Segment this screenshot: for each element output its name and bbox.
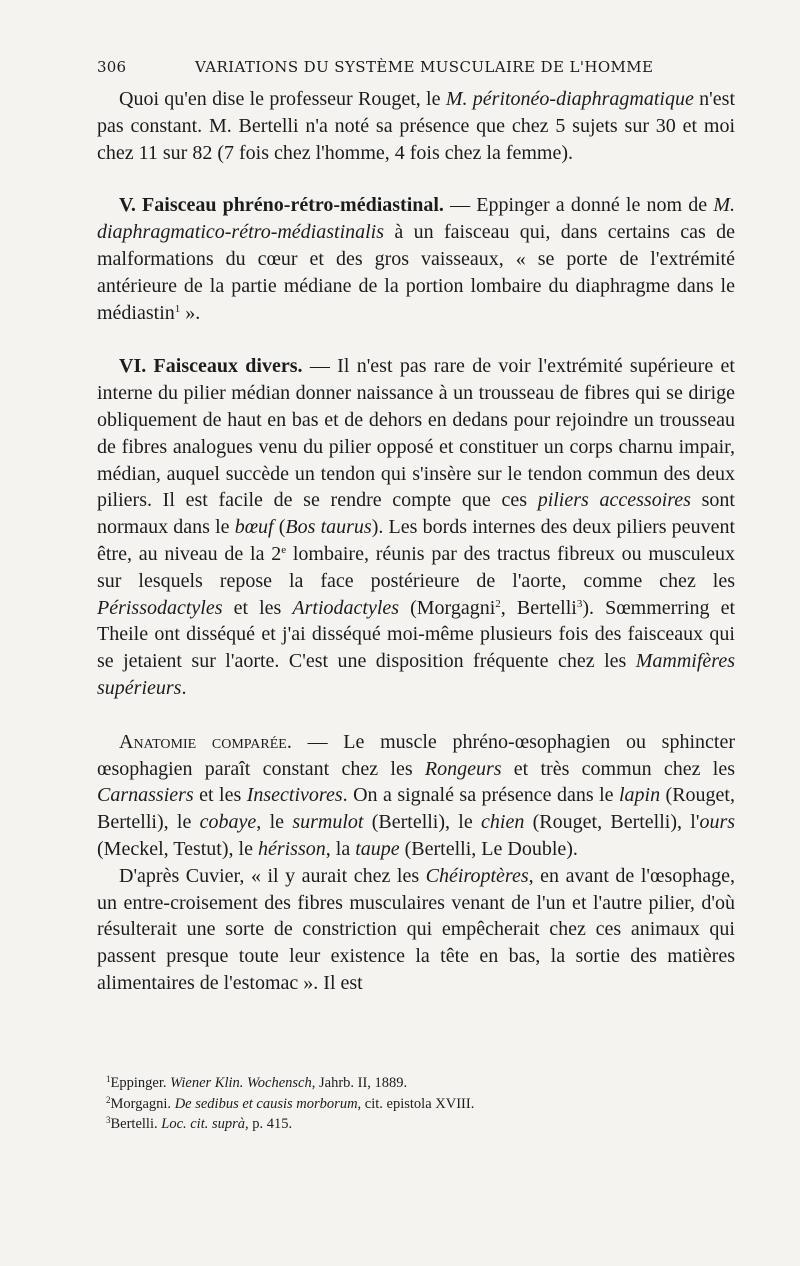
footnote-ref-1: 1: [174, 302, 181, 315]
section-v-heading: V. Faisceau phréno-rétro-médiastinal.: [119, 194, 444, 217]
running-head: [97, 58, 736, 80]
footnote: $^1$Eppinger. Wiener Klin. Wochensch, Jahrb. II, 1889.: [106, 1074, 408, 1091]
body-text: [97, 86, 735, 997]
running-title: VARIATIONS DU SYSTÈME MUSCULAIRE DE L'HOMME: [195, 58, 654, 76]
anatomie-comparee-heading: Anatomie comparée.: [119, 730, 292, 753]
footnote-ref-2: 2: [495, 597, 501, 610]
section-vi-heading: VI. Faisceaux divers.: [119, 355, 303, 378]
section-vi-paragraph: VI. Faisceaux divers. — Il n'est pas rare de voir l'extrémité supérieure et interne du pilier médian donner naissance à un trousseau de fibres qui se dirige obliquement de haut en bas et de dehors en dedans pour rejoindre un trousseau de fibres analogues venu du pilier opposé et constituer un corps charnu impair, médian, auquel succède un tendon qui s'insère sur le tendon commun des deux piliers. Il est facile de se rendre compte que ces piliers accessoires sont normaux dans le bœuf (Bos taurus). Les bords internes des deux piliers peuvent être, au niveau de la 2e lombaire, réunis par des tractus fibreux ou musculeux sur lesquels repose la face postérieure de l'aorte, comme chez les Périssodactyles et les Artiodactyles (Morgagni$^2$, Bertelli$^3$). Sœmmerring et Theile ont disséqué et j'ai disséqué moi-même plusieurs fois des faisceaux qui se jetaient sur l'aorte. C'est une disposition fréquente chez les Mammifères supérieurs.: [97, 355, 736, 699]
cuvier-paragraph: D'après Cuvier, « il y aurait chez les Chéiroptères, en avant de l'œsophage, un entre-croisement des fibres musculaires venant de l'un et l'autre pilier, d'où résulterait une sorte de constriction qui empêcherait chez ces animaux qui passent presque toute leur existence la tête en bas, la sortie des matières alimentaires de l'estomac ». Il est: [97, 864, 735, 994]
anatomie-comparee-paragraph: Anatomie comparée. — Le muscle phréno-œsophagien ou sphincter œsophagien paraît constant chez les Rongeurs et très commun chez les Carnassiers et les Insectivores. On a signalé sa présence dans le lapin (Rouget, Bertelli), le cobaye, le surmulot (Bertelli), le chien (Rouget, Bertelli), l'ours (Meckel, Testut), le hérisson, la taupe (Bertelli, Le Double).: [97, 730, 736, 860]
section-v-paragraph: V. Faisceau phréno-rétro-médiastinal. — Eppinger a donné le nom de M. diaphragmatico-rétro-médiastinalis à un faisceau qui, dans certains cas de malformations du cœur et des gros vaisseaux, « se porte de l'extrémité antérieure de la partie médiane de la portion lombaire du diaphragme dans le médiastin$^1$ ».: [97, 194, 735, 324]
paragraph-rouget: Quoi qu'en dise le professeur Rouget, le M. péritonéo-diaphragmatique n'est pas constant. M. Bertelli n'a noté sa présence que chez 5 sujets sur 30 et moi chez 11 sur 82 (7 fois chez l'homme, 4 fois chez la femme).: [97, 88, 736, 164]
page-number: 306: [97, 58, 127, 76]
footnote-ref-3: 3: [576, 597, 583, 610]
footnote: $^2$Morgagni. De sedibus et causis morborum, cit. epistola XVIII.: [106, 1094, 475, 1112]
footnotes: [106, 1073, 726, 1135]
footnote: $^3$Bertelli. Loc. cit. suprà, p. 415.: [106, 1115, 293, 1132]
